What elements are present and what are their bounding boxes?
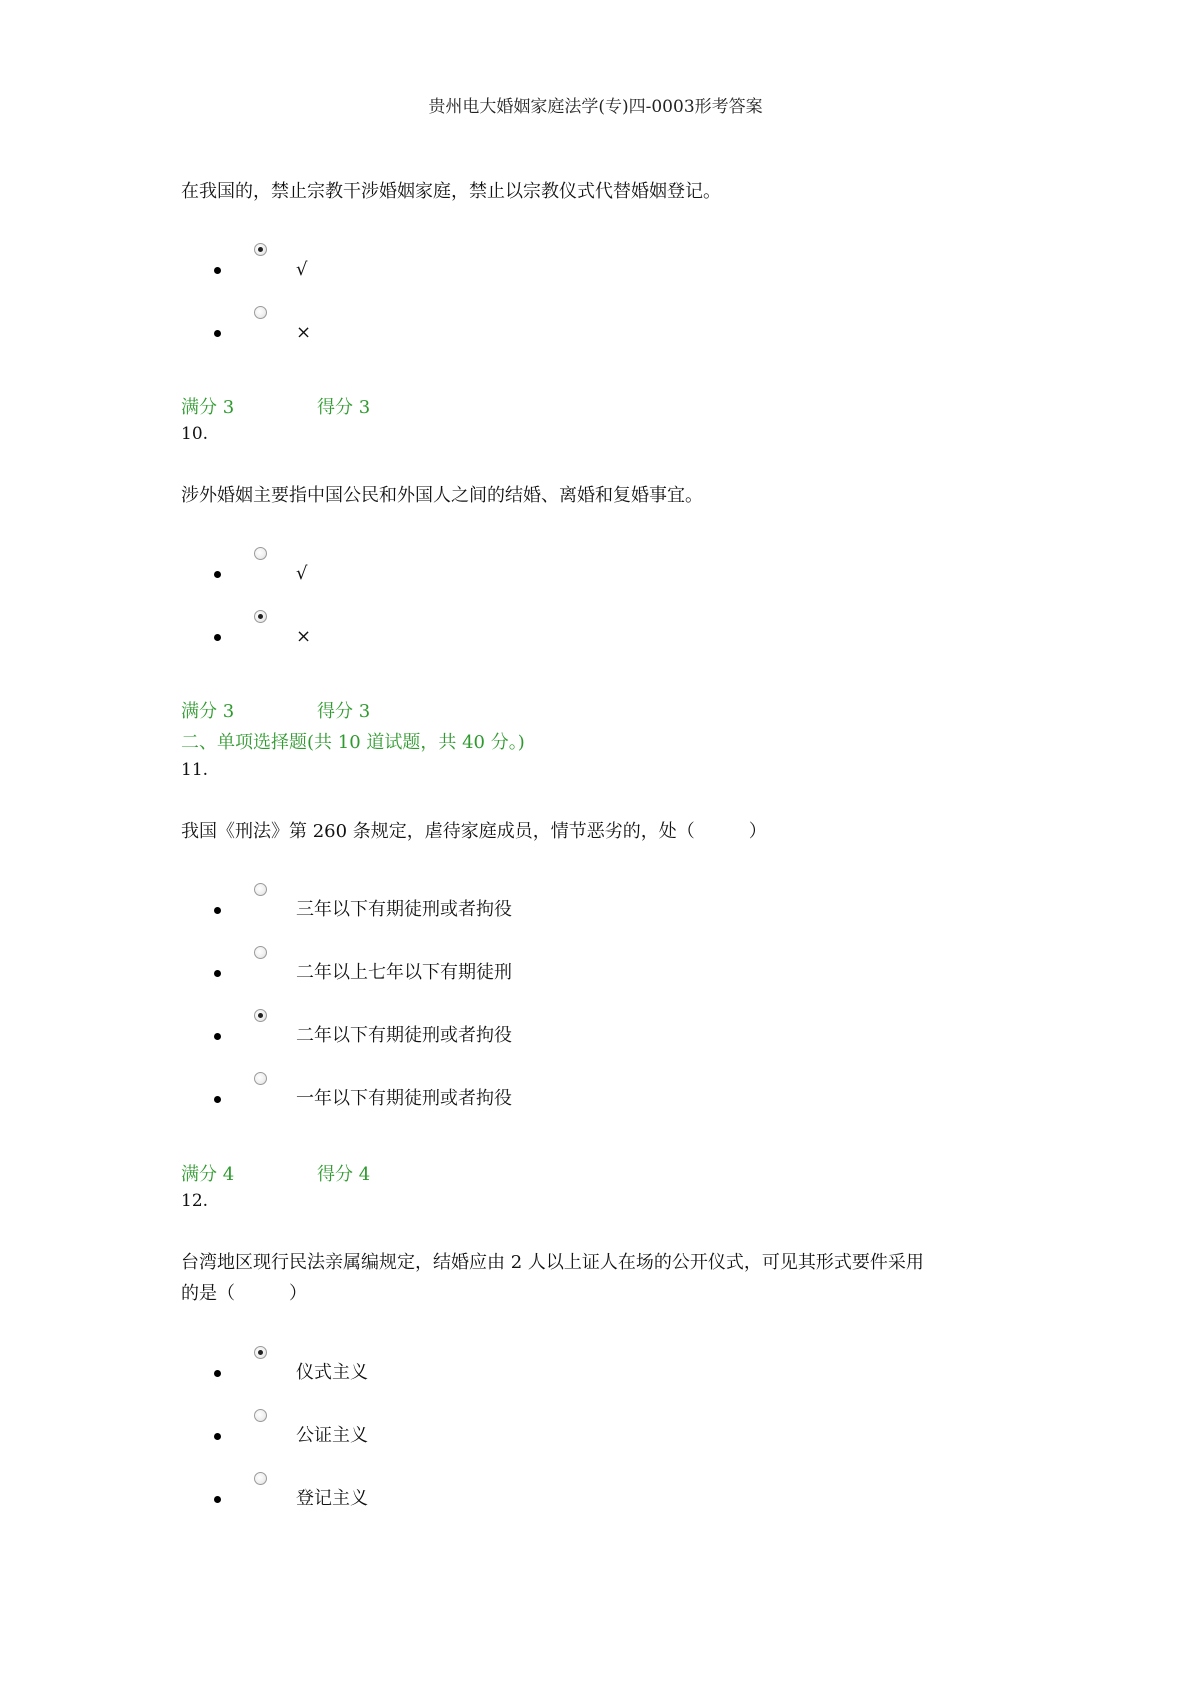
- radio-checked-icon[interactable]: [254, 1346, 267, 1359]
- full-score: 满分 3: [181, 701, 235, 722]
- question-10-text: 涉外婚姻主要指中国公民和外国人之间的结婚、离婚和复婚事宜。: [181, 485, 703, 506]
- radio-unchecked-icon[interactable]: [254, 1072, 267, 1085]
- radio-unchecked-icon[interactable]: [254, 306, 267, 319]
- radio-unchecked-icon[interactable]: [254, 1409, 267, 1422]
- got-score: 得分 3: [317, 701, 371, 722]
- question-12-number: 12.: [181, 1191, 209, 1211]
- q11-score: [181, 1160, 370, 1186]
- q10-option-2-label: ×: [296, 626, 312, 647]
- q11-option-1[interactable]: [214, 895, 814, 925]
- q12-option-1-label: 仪式主义: [296, 1362, 368, 1383]
- radio-checked-icon[interactable]: [254, 243, 267, 256]
- bullet-icon: [214, 634, 221, 641]
- full-score: 满分 4: [181, 1164, 235, 1185]
- bullet-icon: [214, 1370, 221, 1377]
- q11-option-1-label: 三年以下有期徒刑或者拘役: [296, 899, 512, 920]
- full-score: 满分 3: [181, 397, 235, 418]
- q9-option-1[interactable]: [214, 255, 814, 285]
- radio-checked-icon[interactable]: [254, 610, 267, 623]
- q10-score: [181, 697, 370, 723]
- q11-option-3[interactable]: [214, 1021, 814, 1051]
- q12-option-3-label: 登记主义: [296, 1488, 368, 1509]
- question-9-text: 在我国的，禁止宗教干涉婚姻家庭，禁止以宗教仪式代替婚姻登记。: [181, 181, 721, 202]
- q12-option-1[interactable]: [214, 1358, 814, 1388]
- q9-option-1-label: √: [296, 259, 308, 280]
- bullet-icon: [214, 1096, 221, 1103]
- q11-option-4[interactable]: [214, 1084, 814, 1114]
- got-score: 得分 3: [317, 397, 371, 418]
- bullet-icon: [214, 330, 221, 337]
- radio-unchecked-icon[interactable]: [254, 946, 267, 959]
- question-11-text: 我国《刑法》第 260 条规定，虐待家庭成员，情节恶劣的，处（ ）: [181, 821, 767, 842]
- q10-option-1-label: √: [296, 563, 308, 584]
- q11-option-3-label: 二年以下有期徒刑或者拘役: [296, 1025, 512, 1046]
- bullet-icon: [214, 970, 221, 977]
- q9-score: [181, 393, 370, 419]
- q11-option-4-label: 一年以下有期徒刑或者拘役: [296, 1088, 512, 1109]
- q12-option-2-label: 公证主义: [296, 1425, 368, 1446]
- q9-option-2[interactable]: [214, 318, 814, 348]
- bullet-icon: [214, 267, 221, 274]
- question-12-text-line1: 台湾地区现行民法亲属编规定，结婚应由 2 人以上证人在场的公开仪式，可见其形式要件采用: [181, 1252, 924, 1273]
- question-11-number: 11.: [181, 760, 209, 780]
- got-score: 得分 4: [317, 1164, 371, 1185]
- q12-option-2[interactable]: [214, 1421, 814, 1451]
- radio-checked-icon[interactable]: [254, 1009, 267, 1022]
- q10-option-2[interactable]: [214, 622, 814, 652]
- q11-option-2[interactable]: [214, 958, 814, 988]
- q9-option-2-label: ×: [296, 322, 312, 343]
- question-12-text-line2: 的是（ ）: [181, 1283, 307, 1304]
- bullet-icon: [214, 1433, 221, 1440]
- radio-unchecked-icon[interactable]: [254, 547, 267, 560]
- q11-option-2-label: 二年以上七年以下有期徒刑: [296, 962, 512, 983]
- section-2-heading: 二、单项选择题(共 10 道试题，共 40 分。): [181, 732, 525, 753]
- radio-unchecked-icon[interactable]: [254, 1472, 267, 1485]
- question-10-number: 10.: [181, 424, 209, 444]
- bullet-icon: [214, 571, 221, 578]
- page-title: 贵州电大婚姻家庭法学(专)四-0003形考答案: [428, 97, 763, 117]
- bullet-icon: [214, 1033, 221, 1040]
- bullet-icon: [214, 907, 221, 914]
- q10-option-1[interactable]: [214, 559, 814, 589]
- radio-unchecked-icon[interactable]: [254, 883, 267, 896]
- bullet-icon: [214, 1496, 221, 1503]
- q12-option-3[interactable]: [214, 1484, 814, 1514]
